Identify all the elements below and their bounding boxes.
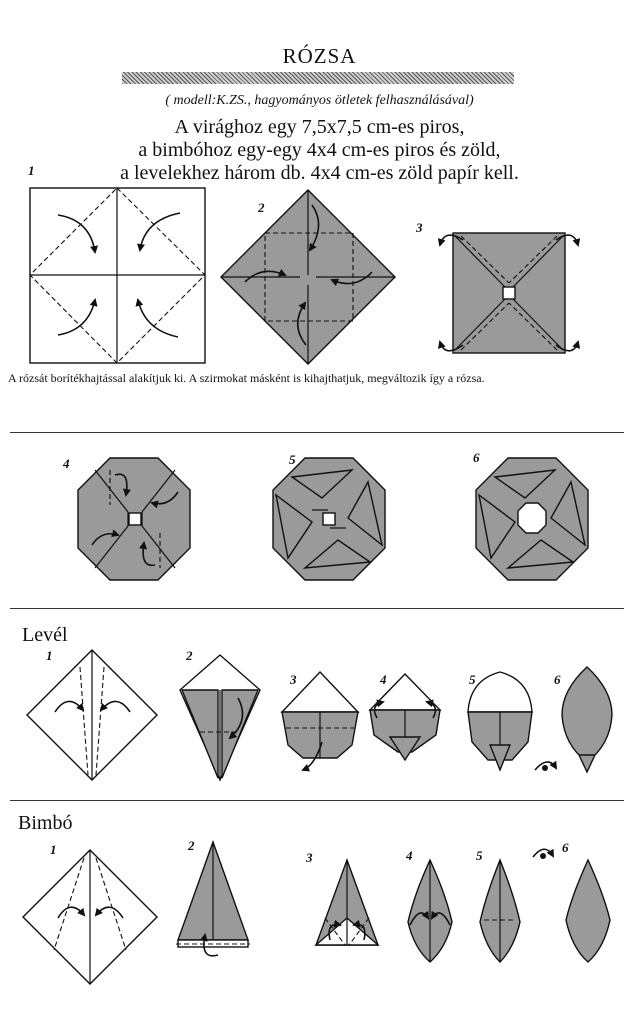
bud-step-number: 1 xyxy=(50,842,57,857)
divider xyxy=(10,800,624,801)
bud-step-5-diagram xyxy=(480,860,520,962)
rose-step-6-diagram xyxy=(476,458,588,580)
requirement-line-2: a bimbóhoz egy-egy 4x4 cm-es piros és zöld, xyxy=(138,139,501,161)
bud-step-number: 3 xyxy=(306,850,313,865)
bud-heading: Bimbó xyxy=(18,812,73,834)
leaf-step-1-diagram xyxy=(27,650,157,780)
rose-step-3-diagram xyxy=(440,233,578,353)
rose-step-number: 3 xyxy=(416,220,423,235)
leaf-heading: Levél xyxy=(22,624,68,646)
rose-step-number: 2 xyxy=(258,200,265,215)
divider xyxy=(10,608,624,609)
rose-step-4-diagram xyxy=(78,458,190,580)
bud-step-2-diagram xyxy=(176,842,250,956)
leaf-step-number: 4 xyxy=(380,672,387,687)
rose-caption: A rózsát borítékhajtással alakítjuk ki. A szirmokat másként is kihajthatjuk, megváltozik így a rózsa. xyxy=(8,371,485,385)
rose-step-5-diagram xyxy=(273,458,385,580)
leaf-step-number: 2 xyxy=(186,648,193,663)
rose-step-1-diagram xyxy=(30,188,205,363)
rose-step-number: 5 xyxy=(289,452,296,467)
rose-step-number: 4 xyxy=(63,456,70,471)
subtitle: ( modell:K.ZS., hagyományos ötletek felhasználásával) xyxy=(165,93,474,108)
requirement-line-3: a levelekhez három db. 4x4 cm-es zöld papír kell. xyxy=(120,162,519,184)
leaf-step-number: 6 xyxy=(554,672,561,687)
leaf-step-number: 5 xyxy=(469,672,476,687)
rose-step-number: 1 xyxy=(28,163,35,178)
leaf-step-number: 1 xyxy=(46,648,53,663)
bud-step-number: 4 xyxy=(406,848,413,863)
bud-step-6-diagram xyxy=(533,849,610,962)
leaf-step-2-diagram xyxy=(180,655,260,780)
bud-step-number: 6 xyxy=(562,840,569,855)
bud-step-number: 5 xyxy=(476,848,483,863)
rose-step-number: 6 xyxy=(473,450,480,465)
bud-step-number: 2 xyxy=(188,838,195,853)
leaf-step-5-diagram xyxy=(468,672,532,770)
bud-step-3-diagram xyxy=(316,860,378,945)
bud-step-4-diagram xyxy=(408,860,452,962)
bud-step-1-diagram xyxy=(23,850,157,984)
requirement-line-1: A virághoz egy 7,5x7,5 cm-es piros, xyxy=(174,116,465,138)
page-title: RÓZSA xyxy=(282,44,357,68)
leaf-step-number: 3 xyxy=(290,672,297,687)
leaf-step-6-diagram xyxy=(535,667,612,772)
divider xyxy=(10,432,624,433)
rose-step-2-diagram xyxy=(221,190,395,364)
